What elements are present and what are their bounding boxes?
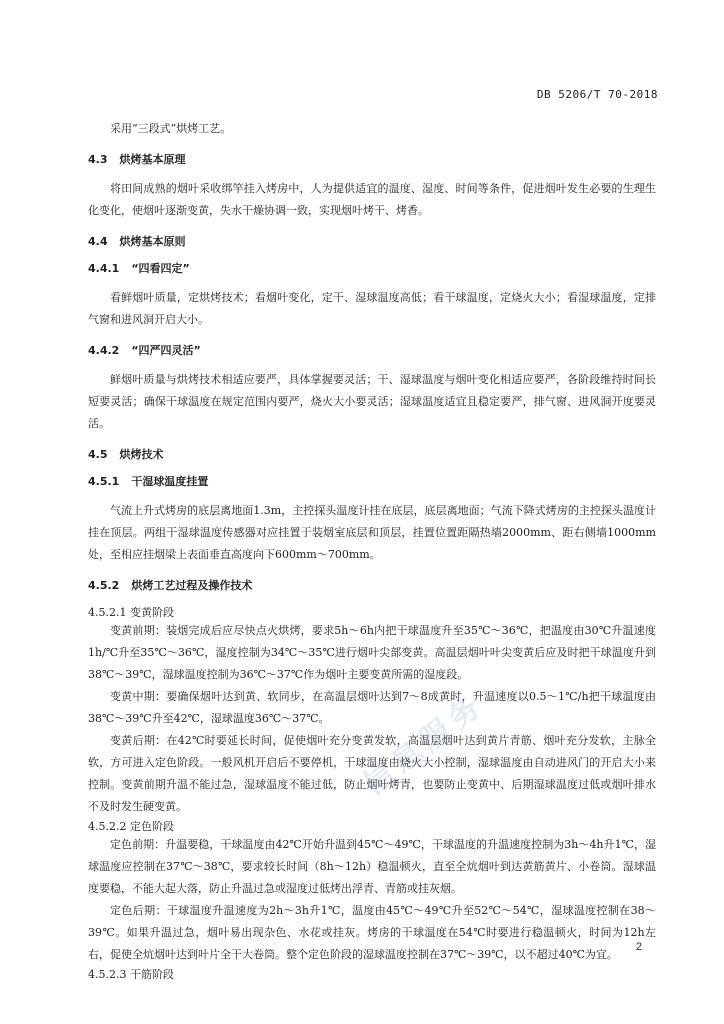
document-code: DB 5206/T 70-2018 xyxy=(536,88,658,101)
heading-4-5-2-3: 4.5.2.3 干筋阶段 xyxy=(88,968,174,981)
paragraph-fixing-early: 定色前期：升温要稳，干球温度由42℃开始升温到45℃～49℃，干球温度的升温速度控制为3h～4h升1℃，湿球温度应控制在37℃～38℃，要求较长时间（8h～12h）稳温顿火，直至全炕烟叶到达黄筋黄片、小卷筒。湿球温度要稳，不能大起大落，防止升温过急或湿度过低烤出浮青、青筋或挂灰烟。 xyxy=(88,838,656,895)
paragraph-yellowing-mid: 变黄中期：要确保烟叶达到黄、软同步，在高温层烟叶达到7～8成黄时，升温速度以0.5～1℃/h把干球温度由38℃～39℃升至42℃，湿球温度36℃～37℃。 xyxy=(88,690,656,725)
heading-4-5-2-2: 4.5.2.2 定色阶段 xyxy=(88,820,174,833)
paragraph-intro: 采用“三段式”烘烤工艺。 xyxy=(110,122,232,135)
paragraph-4-3: 将田间成熟的烟叶采收绑竿挂入烤房中，人为提供适宜的温度、湿度、时间等条件，促进烟叶发生必要的生理生化变化，使烟叶逐渐变黄，失水干燥协调一致，实现烟叶烤干、烤香。 xyxy=(88,182,656,217)
paragraph-4-4-1: 看鲜烟叶质量，定烘烤技术；看烟叶变化，定干、湿球温度高低；看干球温度，定烧火大小；看湿球温度，定排气窗和进风洞开启大小。 xyxy=(88,291,656,326)
watermark: 信息服务 xyxy=(356,686,492,803)
heading-4-5-2-1: 4.5.2.1 变黄阶段 xyxy=(88,606,174,619)
heading-4-3: 4.3 烘烤基本原理 xyxy=(88,153,186,166)
document-body xyxy=(88,118,656,982)
heading-4-4: 4.4 烘烤基本原则 xyxy=(88,235,186,248)
heading-4-5-2: 4.5.2 烘烤工艺过程及操作技术 xyxy=(88,579,253,592)
paragraph-4-4-2: 鲜烟叶质量与烘烤技术相适应要严，具体掌握要灵活；干、湿球温度与烟叶变化相适应要严，各阶段维持时间长短要灵活；确保干球温度在规定范围内要严，烧火大小要灵活；湿球温度适宜且稳定要严，排气窗、进风洞开度要灵活。 xyxy=(88,373,656,430)
heading-4-4-2: 4.4.2 “四严四灵活” xyxy=(88,344,201,357)
paragraph-yellowing-late: 变黄后期：在42℃时要延长时间，促使烟叶充分变黄发软，高温层烟叶达到黄片青筋、烟叶充分发软，主脉全软，方可进入定色阶段。一般风机开启后不要停机，干球温度由烧火大小控制，湿球温度由自动进风门的开启大小来控制。变黄前期升温不能过急，湿球温度不能过低，防止烟叶烤青，也要防止变黄中、后期湿球温度过低或烟叶排水不及时发生硬变黄。 xyxy=(88,734,656,813)
paragraph-yellowing-early: 变黄前期：装烟完成后应尽快点火烘烤，要求5h～6h内把干球温度升至35℃～36℃，把温度由30℃升温速度1h/℃升至35℃～36℃，湿度控制为34℃～35℃进行烟叶尖部变黄。高温层烟叶叶尖变黄后应及时把干球温度升到38℃～39℃，湿球温度控制为36℃～37℃作为烟叶主要变黄所需的湿度段。 xyxy=(88,624,656,681)
heading-4-5: 4.5 烘烤技术 xyxy=(88,448,164,461)
heading-4-5-1: 4.5.1 干湿球温度挂置 xyxy=(88,475,209,488)
page-number: 2 xyxy=(635,941,642,953)
paragraph-4-5-1: 气流上升式烤房的底层离地面1.3m，主控探头温度计挂在底层，底层离地面；气流下降式烤房的主控探头温度计挂在顶层。两组干湿球温度传感器对应挂置于装烟室底层和顶层，挂置位置距隔热墙2000mm、距右侧墙1000mm处，至相应挂烟梁上表面垂直高度向下600mm～700mm。 xyxy=(88,504,656,561)
paragraph-fixing-late: 定色后期：干球温度升温速度为2h～3h升1℃，温度由45℃～49℃升至52℃～54℃，湿球温度控制在38～39℃。如果升温过急，烟叶易出现杂色、水花或挂灰。烤房的干球温度在54℃时要进行稳温顿火，时间为12h左右，促使全炕烟叶达到叶片全干大卷筒。整个定色阶段的湿球温度控制在37℃～39℃，以不超过40℃为宜。 xyxy=(88,904,656,961)
heading-4-4-1: 4.4.1 “四看四定” xyxy=(88,262,190,275)
